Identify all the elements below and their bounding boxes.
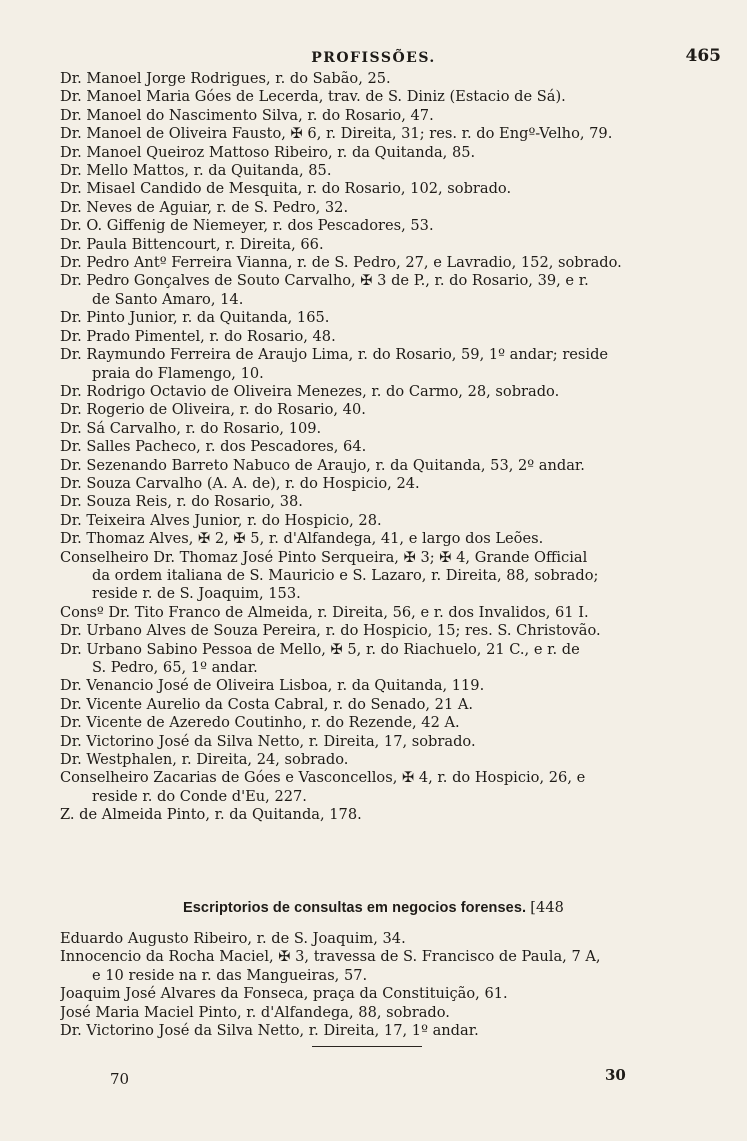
directory-entry: [60, 401, 710, 419]
directory-entry: [60, 641, 710, 678]
entry-line: Dr. Mello Mattos, r. da Quitanda, 85.: [60, 162, 332, 180]
entry-line: Dr. Souza Carvalho (A. A. de), r. do Hospicio, 24.: [60, 474, 420, 492]
entry-line: Dr. Manoel do Nascimento Silva, r. do Rosario, 47.: [60, 106, 434, 124]
directory-entry: [60, 530, 710, 548]
directory-entry: [60, 512, 710, 530]
directory-entry: [60, 769, 710, 806]
entry-line: Joaquim José Alvares da Fonseca, praça da Constituição, 61.: [60, 985, 508, 1003]
directory-entry: [60, 309, 710, 327]
entry-line: Dr. Souza Reis, r. do Rosario, 38.: [60, 493, 303, 511]
directory-entry: [60, 254, 710, 272]
entry-line: Dr. O. Giffenig de Niemeyer, r. dos Pescadores, 53.: [60, 217, 434, 235]
directory-entry: [60, 549, 710, 604]
directory-entry: [60, 125, 710, 143]
entry-line: Dr. Raymundo Ferreira de Araujo Lima, r. do Rosario, 59, 1º andar; reside: [60, 346, 609, 364]
directory-entry: [60, 677, 710, 695]
entry-continuation-line: e 10 reside na r. das Mangueiras, 57.: [92, 966, 368, 984]
divider-rule: [312, 1046, 422, 1047]
directory-entry: [60, 107, 710, 125]
entry-line: Dr. Sezenando Barreto Nabuco de Araujo, r. da Quitanda, 53, 2º andar.: [60, 456, 585, 474]
entry-line: Dr. Rodrigo Octavio de Oliveira Menezes, r. do Carmo, 28, sobrado.: [60, 382, 560, 400]
entry-continuation-line: praia do Flamengo, 10.: [92, 364, 264, 382]
entry-line: Dr. Vicente Aurelio da Costa Cabral, r. do Senado, 21 A.: [60, 695, 474, 713]
entry-line: Dr. Misael Candido de Mesquita, r. do Rosario, 102, sobrado.: [60, 180, 512, 198]
directory-entry: [60, 930, 710, 948]
section-title: Escriptorios de consultas em negocios forenses.: [182, 900, 527, 916]
section-heading: [0, 900, 747, 916]
directory-entry: [60, 162, 710, 180]
directory-entry: [60, 383, 710, 401]
entry-line: Consº Dr. Tito Franco de Almeida, r. Direita, 56, e r. dos Invalidos, 61 I.: [60, 603, 589, 621]
entry-continuation-line: reside r. de S. Joaquim, 153.: [92, 585, 301, 603]
directory-entry: [60, 985, 710, 1003]
directory-entry: [60, 1004, 710, 1022]
directory-entry: [60, 475, 710, 493]
directory-entry: [60, 236, 710, 254]
directory-entry: [60, 346, 710, 383]
entry-line: Dr. Manoel Queiroz Mattoso Ribeiro, r. da Quitanda, 85.: [60, 143, 476, 161]
entry-line: Conselheiro Zacarias de Góes e Vasconcellos, ✠ 4, r. do Hospicio, 26, e: [60, 769, 586, 787]
entry-line: Dr. Teixeira Alves Junior, r. do Hospicio, 28.: [60, 511, 382, 529]
entry-line: Dr. Urbano Sabino Pessoa de Mello, ✠ 5, r. do Riachuelo, 21 C., e r. de: [60, 640, 580, 658]
entry-continuation-line: reside r. do Conde d'Eu, 227.: [92, 787, 307, 805]
directory-list: [60, 70, 710, 825]
entry-line: Dr. Rogerio de Oliveira, r. do Rosario, 40.: [60, 401, 366, 419]
directory-entry: [60, 604, 710, 622]
entry-line: Dr. Westphalen, r. Direita, 24, sobrado.: [60, 751, 349, 769]
entry-line: Dr. Urbano Alves de Souza Pereira, r. do Hospicio, 15; res. S. Christovão.: [60, 622, 601, 640]
directory-entry: [60, 88, 710, 106]
directory-entry: [60, 144, 710, 162]
directory-entry: [60, 438, 710, 456]
directory-entry: [60, 217, 710, 235]
entry-line: Dr. Salles Pacheco, r. dos Pescadores, 64.: [60, 438, 367, 456]
directory-entry: [60, 70, 710, 88]
page-header-title: PROFISSÕES.: [311, 50, 436, 66]
entry-line: Dr. Pinto Junior, r. da Quitanda, 165.: [60, 309, 330, 327]
entry-line: Dr. Prado Pimentel, r. do Rosario, 48.: [60, 327, 336, 345]
directory-entry: [60, 272, 710, 309]
entry-line: Dr. Manoel Maria Góes de Lecerda, trav. de S. Diniz (Estacio de Sá).: [60, 88, 566, 106]
entry-line: Dr. Neves de Aguiar, r. de S. Pedro, 32.: [60, 198, 349, 216]
directory-entry: [60, 714, 710, 732]
directory-entry: [60, 328, 710, 346]
entry-continuation-line: de Santo Amaro, 14.: [92, 290, 244, 308]
entry-continuation-line: da ordem italiana de S. Mauricio e S. Lazaro, r. Direita, 88, sobrado;: [92, 566, 599, 584]
directory-entry: [60, 457, 710, 475]
footer-signature-right: 30: [605, 1066, 626, 1084]
directory-entry: [60, 733, 710, 751]
directory-entry: [60, 1022, 710, 1040]
directory-entry: [60, 180, 710, 198]
directory-entry: [60, 696, 710, 714]
directory-entry: [60, 751, 710, 769]
entry-line: Conselheiro Dr. Thomaz José Pinto Serqueira, ✠ 3; ✠ 4, Grande Official: [60, 548, 588, 566]
entry-line: Eduardo Augusto Ribeiro, r. de S. Joaquim, 34.: [60, 930, 406, 947]
directory-entry: [60, 493, 710, 511]
entry-line: Dr. Paula Bittencourt, r. Direita, 66.: [60, 235, 324, 253]
directory-entry: [60, 948, 710, 985]
entry-line: Dr. Victorino José da Silva Netto, r. Direita, 17, sobrado.: [60, 732, 476, 750]
entry-line: Dr. Sá Carvalho, r. do Rosario, 109.: [60, 419, 322, 437]
directory-entry: [60, 806, 710, 824]
footer-signature-left: 70: [110, 1070, 130, 1088]
entry-line: Dr. Thomaz Alves, ✠ 2, ✠ 5, r. d'Alfandega, 41, e largo dos Leões.: [60, 530, 544, 548]
directory-entry: [60, 199, 710, 217]
entry-line: Dr. Venancio José de Oliveira Lisboa, r. da Quitanda, 119.: [60, 677, 485, 695]
entry-line: Dr. Pedro Gonçalves de Souto Carvalho, ✠ 3 de P., r. do Rosario, 39, e r.: [60, 272, 589, 290]
entry-line: Innocencio da Rocha Maciel, ✠ 3, travessa de S. Francisco de Paula, 7 A,: [60, 948, 601, 966]
entry-line: Dr. Victorino José da Silva Netto, r. Direita, 17, 1º andar.: [60, 1022, 479, 1040]
entry-line: José Maria Maciel Pinto, r. d'Alfandega, 88, sobrado.: [60, 1003, 450, 1021]
entry-line: Dr. Manoel Jorge Rodrigues, r. do Sabão, 25.: [60, 70, 391, 87]
directory-entry: [60, 420, 710, 438]
entry-line: Dr. Manoel de Oliveira Fausto, ✠ 6, r. Direita, 31; res. r. do Engº-Velho, 79.: [60, 125, 613, 143]
entry-line: Z. de Almeida Pinto, r. da Quitanda, 178.: [60, 806, 362, 824]
section-list: [60, 930, 710, 1040]
page-number: 465: [685, 46, 721, 66]
section-count: [448: [530, 900, 564, 916]
entry-line: Dr. Pedro Antº Ferreira Vianna, r. de S. Pedro, 27, e Lavradio, 152, sobrado.: [60, 254, 622, 272]
entry-line: Dr. Vicente de Azeredo Coutinho, r. do Rezende, 42 A.: [60, 714, 460, 732]
directory-entry: [60, 622, 710, 640]
entry-continuation-line: S. Pedro, 65, 1º andar.: [92, 659, 258, 676]
